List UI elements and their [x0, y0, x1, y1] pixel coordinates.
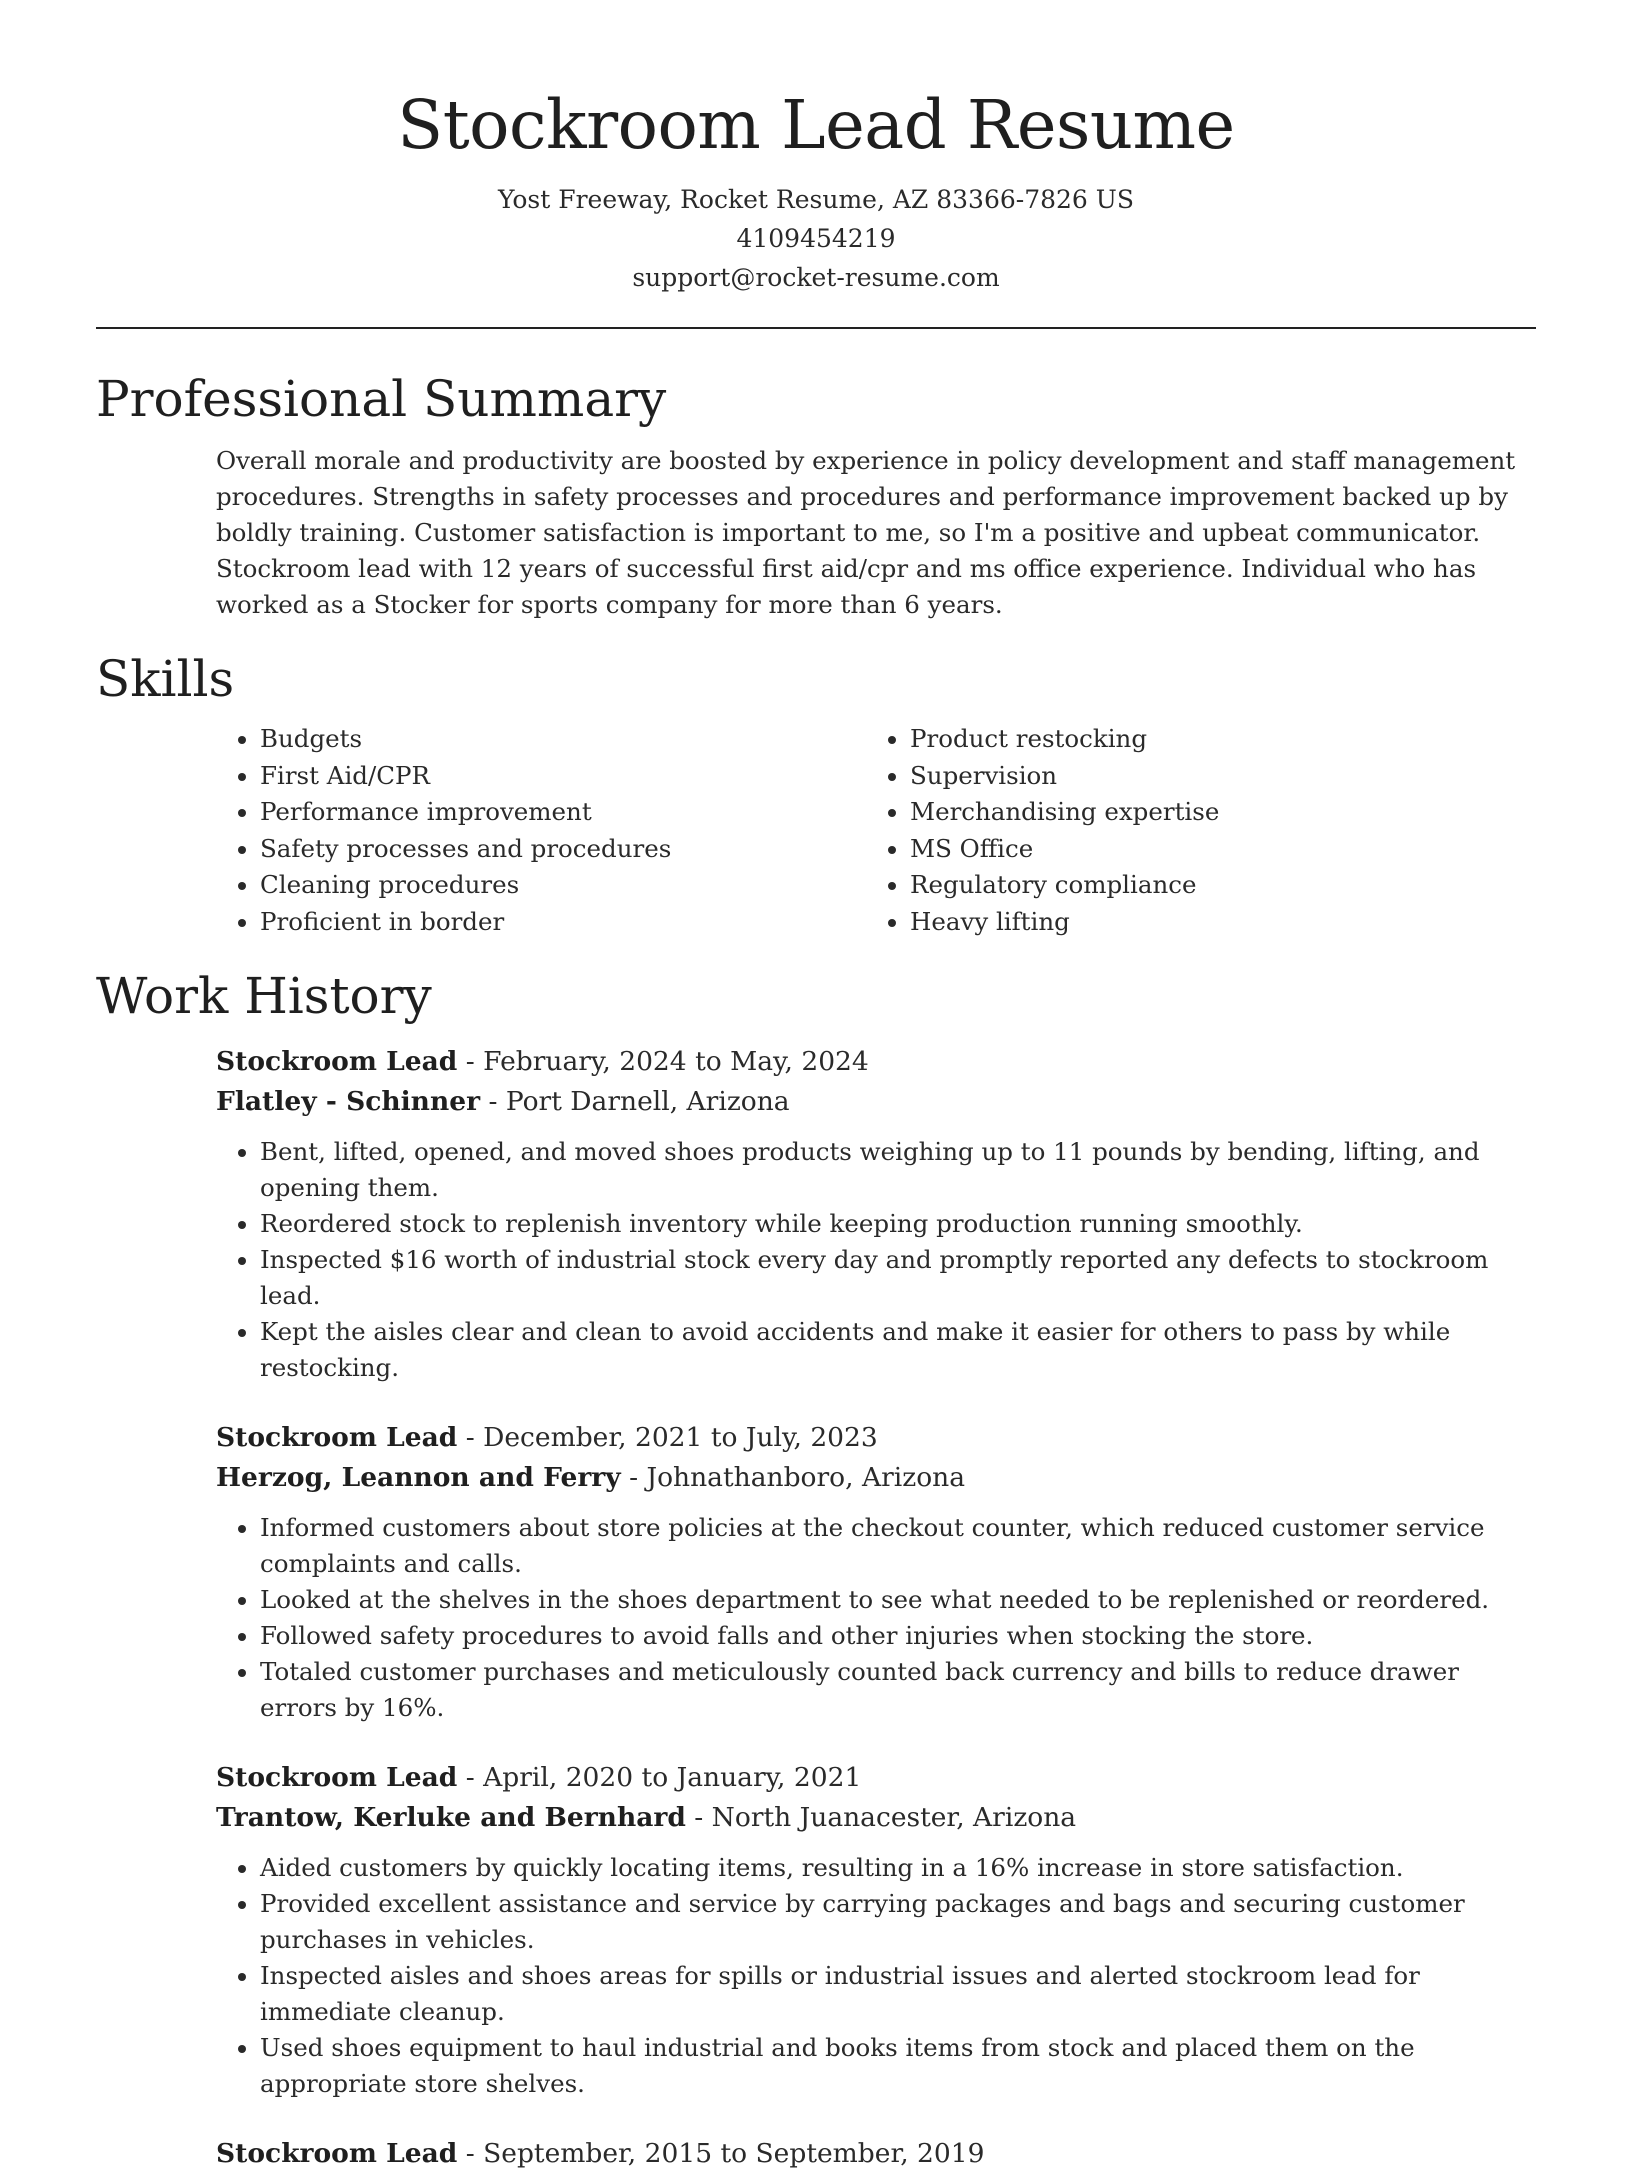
skill-item: • Heavy lifting	[910, 904, 1516, 941]
job-dates: - April, 2020 to January, 2021	[457, 1762, 862, 1793]
job-dates: - September, 2015 to September, 2019	[457, 2138, 985, 2169]
summary-text: Overall morale and productivity are boosted by experience in policy development and staff management procedures. Strengths in safety processes and procedures and performance improvement backed up by boldly training. Customer satisfaction is important to me, so I'm a positive and upbeat communicator. Stockroom lead with 12 years of successful first aid/cpr and ms office experience. Individual who has worked as a Stocker for sports company for more than 6 years.	[216, 446, 1516, 619]
job-bullets	[216, 1134, 1536, 1386]
job-bullet: • Kept the aisles clear and clean to avoid accidents and make it easier for others to pass by while restocking.	[260, 1314, 1536, 1386]
skill-item: • Budgets	[260, 721, 866, 758]
job-bullet: • Bent, lifted, opened, and moved shoes products weighing up to 11 pounds by bending, lifting, and opening them.	[260, 1134, 1536, 1206]
skill-item: • Performance improvement	[260, 794, 866, 831]
skills-column-right	[866, 721, 1516, 940]
job-location: - Johnathanboro, Arizona	[620, 1462, 966, 1493]
skill-item: • Product restocking	[910, 721, 1516, 758]
job-bullet: • Used shoes equipment to haul industrial and books items from stock and placed them on the appropriate store shelves.	[260, 2030, 1536, 2102]
skill-item: • Supervision	[910, 758, 1516, 795]
job-bullet: • Looked at the shelves in the shoes department to see what needed to be replenished or reordered.	[260, 1582, 1536, 1618]
contact-email: support@rocket-resume.com	[632, 263, 1000, 292]
job-entry	[216, 1042, 1536, 1386]
skills-column-left	[216, 721, 866, 940]
skills-section	[96, 647, 1536, 940]
contact-address: Yost Freeway, Rocket Resume, AZ 83366-7826 US	[498, 185, 1134, 214]
skill-item: • Merchandising expertise	[910, 794, 1516, 831]
job-dates: - February, 2024 to May, 2024	[457, 1046, 869, 1077]
job-role: Stockroom Lead	[216, 2138, 458, 2169]
resume-page	[96, 80, 1536, 2174]
skill-item: • First Aid/CPR	[260, 758, 866, 795]
job-bullets	[216, 1510, 1536, 1726]
contact-block	[96, 180, 1536, 297]
job-dates: - December, 2021 to July, 2023	[457, 1422, 878, 1453]
summary-section	[96, 367, 1536, 623]
header-divider	[96, 327, 1536, 329]
job-role: Stockroom Lead	[216, 1046, 458, 1077]
job-bullet: • Provided excellent assistance and service by carrying packages and bags and securing customer purchases in vehicles.	[260, 1886, 1536, 1958]
job-bullet: • Informed customers about store policies at the checkout counter, which reduced customer service complaints and calls.	[260, 1510, 1536, 1582]
job-bullet: • Inspected $16 worth of industrial stock every day and promptly reported any defects to stockroom lead.	[260, 1242, 1536, 1314]
job-location: - Port Darnell, Arizona	[480, 1086, 790, 1117]
job-bullet: • Totaled customer purchases and meticulously counted back currency and bills to reduce drawer errors by 16%.	[260, 1654, 1536, 1726]
job-company-line	[216, 1458, 1536, 1498]
job-company: Flatley - Schinner	[216, 1086, 481, 1117]
skill-item: • Proficient in border	[260, 904, 866, 941]
job-role: Stockroom Lead	[216, 1762, 458, 1793]
job-entry	[216, 1418, 1536, 1726]
job-bullet: • Reordered stock to replenish inventory while keeping production running smoothly.	[260, 1206, 1536, 1242]
skills-heading: Skills	[96, 650, 235, 708]
job-role: Stockroom Lead	[216, 1422, 458, 1453]
resume-header	[96, 80, 1536, 297]
skill-item: • Cleaning procedures	[260, 867, 866, 904]
job-entry	[216, 2134, 1536, 2174]
work-history-heading: Work History	[96, 967, 432, 1025]
job-role-line	[216, 1758, 1536, 1798]
job-company-line	[216, 1082, 1536, 1122]
job-company: Trantow, Kerluke and Bernhard	[216, 1802, 686, 1833]
job-location: - North Juanacester, Arizona	[685, 1802, 1077, 1833]
job-bullet: • Followed safety procedures to avoid falls and other injuries when stocking the store.	[260, 1618, 1536, 1654]
job-entry	[216, 1758, 1536, 2102]
skill-item: • Safety processes and procedures	[260, 831, 866, 868]
job-role-line	[216, 2134, 1536, 2174]
contact-phone: 4109454219	[736, 224, 896, 253]
job-company: Herzog, Leannon and Ferry	[216, 1462, 621, 1493]
job-role-line	[216, 1418, 1536, 1458]
work-history-section	[96, 964, 1536, 2174]
job-bullets	[216, 1850, 1536, 2102]
job-role-line	[216, 1042, 1536, 1082]
job-bullet: • Aided customers by quickly locating items, resulting in a 16% increase in store satisfaction.	[260, 1850, 1536, 1886]
skill-item: • Regulatory compliance	[910, 867, 1516, 904]
job-bullet: • Inspected aisles and shoes areas for spills or industrial issues and alerted stockroom lead for immediate cleanup.	[260, 1958, 1536, 2030]
skill-item: • MS Office	[910, 831, 1516, 868]
resume-title: Stockroom Lead Resume	[397, 86, 1235, 164]
skills-grid	[216, 721, 1536, 940]
summary-heading: Professional Summary	[96, 370, 667, 428]
job-company-line	[216, 1798, 1536, 1838]
